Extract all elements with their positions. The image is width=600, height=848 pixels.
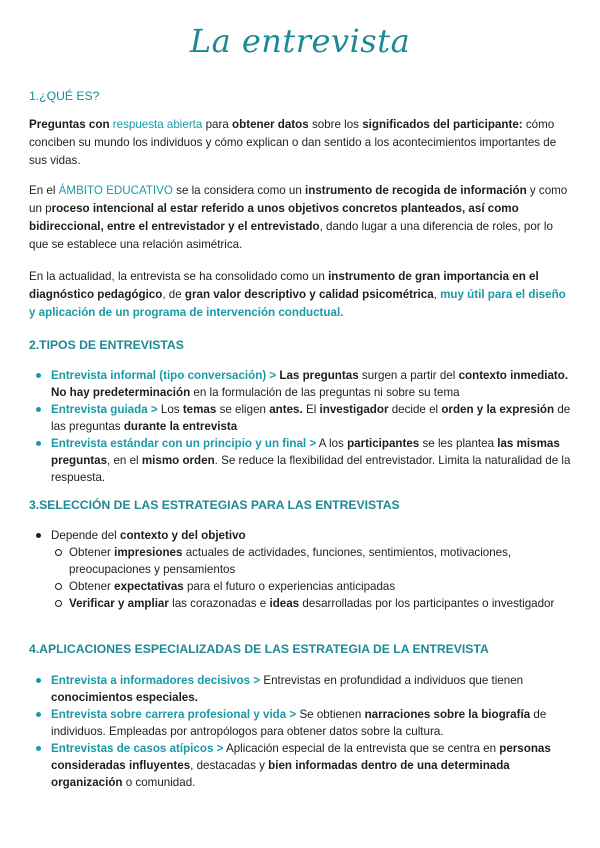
item-title: Entrevista a informadores decisivos > <box>51 674 261 687</box>
text: , destacadas y <box>190 759 265 772</box>
text-bold: contexto inmediato. No hay predeterminación <box>51 369 569 399</box>
list-item <box>29 740 577 791</box>
sublist-item <box>51 544 577 578</box>
text: Entrevistas en profundidad a individuos que tienen <box>263 674 524 687</box>
sublist-item <box>51 578 577 595</box>
text: En la actualidad, la entrevista se ha consolidado como un <box>29 270 325 283</box>
text: en la formulación de las preguntas ni sobre su tema <box>193 386 460 399</box>
text-bold: instrumento de recogida de información <box>305 184 527 197</box>
text-bold: investigador <box>319 403 389 416</box>
item-title: Entrevista guiada > <box>51 403 158 416</box>
section-heading-aplicaciones: 4.APLICACIONES ESPECIALIZADAS DE LAS ESTRATEGIA DE LA ENTREVISTA <box>29 642 489 656</box>
text: de individuos. Empleadas por antropólogos para obtener datos sobre la cultura. <box>51 708 547 738</box>
text-bold: temas <box>182 403 217 416</box>
item-title: Entrevistas de casos atípicos > <box>51 742 224 755</box>
text: se les plantea <box>422 437 495 450</box>
text-bold: orden y la expresión <box>441 403 555 416</box>
paragraph-definicion <box>29 116 574 170</box>
text: A los <box>318 437 344 450</box>
list-item <box>29 367 577 401</box>
bullet-icon <box>36 441 41 446</box>
text: se eligen <box>219 403 266 416</box>
text-bold: Verificar y ampliar <box>69 597 169 610</box>
item-title: Entrevista estándar con un principio y un final > <box>51 437 317 450</box>
text: Obtener <box>69 546 111 559</box>
text-bold: gran valor descriptivo y calidad psicométrica <box>184 288 434 301</box>
bullet-icon <box>36 407 41 412</box>
text-highlight: muy útil para el diseño y aplicación de un programa de intervención conductual. <box>29 288 566 319</box>
text: , <box>433 288 437 301</box>
text: Obtener <box>69 580 111 593</box>
text: para el futuro o experiencias anticipadas <box>186 580 396 593</box>
text: . Se reduce la flexibilidad del entrevistador. Limita la naturalidad de la respuesta. <box>51 454 571 484</box>
section-heading-seleccion: 3.SELECCIÓN DE LAS ESTRATEGIAS PARA LAS ENTREVISTAS <box>29 498 400 512</box>
text: sobre los <box>311 118 359 131</box>
bullet-icon <box>36 533 41 538</box>
text-bold: mismo orden <box>141 454 215 467</box>
text-bold: impresiones <box>114 546 183 559</box>
text: las corazonadas e <box>172 597 267 610</box>
circle-bullet-icon <box>55 583 62 590</box>
list-item <box>29 706 577 740</box>
sublist <box>51 544 577 612</box>
section-heading-tipos: 2.TIPOS DE ENTREVISTAS <box>29 338 184 352</box>
text: cómo conciben su mundo los individuos y cómo explican o dan sentido a los acontecimientos importantes de sus vidas. <box>29 118 557 167</box>
text: , en el <box>107 454 139 467</box>
text-bold: expectativas <box>114 580 184 593</box>
text-bold: conocimientos especiales. <box>51 691 198 704</box>
text: Los <box>160 403 180 416</box>
text: En el <box>29 184 56 197</box>
list-seleccion-estrategias <box>29 527 577 612</box>
bullet-icon <box>36 746 41 751</box>
text: actuales de actividades, funciones, sentimientos, motivaciones, preocupaciones y pensamientos <box>69 546 512 576</box>
list-item <box>29 672 577 706</box>
bullet-icon <box>36 373 41 378</box>
item-title: Entrevista informal (tipo conversación) > <box>51 369 277 382</box>
text-bold: Las preguntas <box>279 369 359 382</box>
text-bold: contexto y del objetivo <box>120 529 246 542</box>
circle-bullet-icon <box>55 549 62 556</box>
text-bold: las mismas preguntas <box>51 437 560 467</box>
section-heading-que-es: 1.¿QUÉ ES? <box>29 89 100 103</box>
text-bold: obtener datos <box>232 118 309 131</box>
text: Se obtienen <box>299 708 362 721</box>
text-bold: significados del participante: <box>362 118 523 131</box>
text-bold: narraciones sobre la biografía <box>364 708 531 721</box>
text-bold: ideas <box>269 597 300 610</box>
text-bold: durante la entrevista <box>123 420 238 433</box>
text: se la considera como un <box>176 184 302 197</box>
list-item <box>29 527 577 612</box>
text-bold: participantes <box>347 437 420 450</box>
text: surgen a partir del <box>361 369 456 382</box>
list-aplicaciones <box>29 672 577 791</box>
text-highlight: ÁMBITO EDUCATIVO <box>58 184 173 197</box>
text-highlight: respuesta abierta <box>112 118 203 131</box>
text: , dando lugar a una diferencia de roles, por lo que se establece una relación asimétrica. <box>29 220 553 251</box>
text: y como un p <box>29 184 568 215</box>
list-tipos-entrevistas <box>29 367 577 486</box>
text-bold: Preguntas con <box>29 118 110 131</box>
text: Depende del <box>51 529 117 542</box>
paragraph-actualidad <box>29 268 574 322</box>
document-title: La entrevista <box>189 22 411 60</box>
list-item <box>29 435 577 486</box>
text: Aplicación especial de la entrevista que se centra en <box>225 742 497 755</box>
text-bold: personas consideradas influyentes <box>51 742 551 772</box>
text: de las preguntas <box>51 403 571 433</box>
sublist-item <box>51 595 577 612</box>
text-bold: instrumento de gran importancia en el diagnóstico pedagógico <box>29 270 539 301</box>
text: desarrolladas por los participantes o investigador <box>302 597 555 610</box>
bullet-icon <box>36 712 41 717</box>
bullet-icon <box>36 678 41 683</box>
circle-bullet-icon <box>55 600 62 607</box>
paragraph-ambito-educativo <box>29 182 574 254</box>
text: El <box>305 403 317 416</box>
text-bold: bien informadas dentro de una determinada organización <box>51 759 510 789</box>
item-title: Entrevista sobre carrera profesional y vida > <box>51 708 297 721</box>
text: , de <box>162 288 182 301</box>
text-bold: roceso intencional al estar referido a unos objetivos concretos planteados, así como bidireccional, entre el entrevistador y el entrevistado <box>29 202 519 233</box>
text: para <box>205 118 229 131</box>
text: decide el <box>391 403 439 416</box>
text-bold: antes. <box>269 403 303 416</box>
text: o comunidad. <box>125 776 196 789</box>
list-item <box>29 401 577 435</box>
